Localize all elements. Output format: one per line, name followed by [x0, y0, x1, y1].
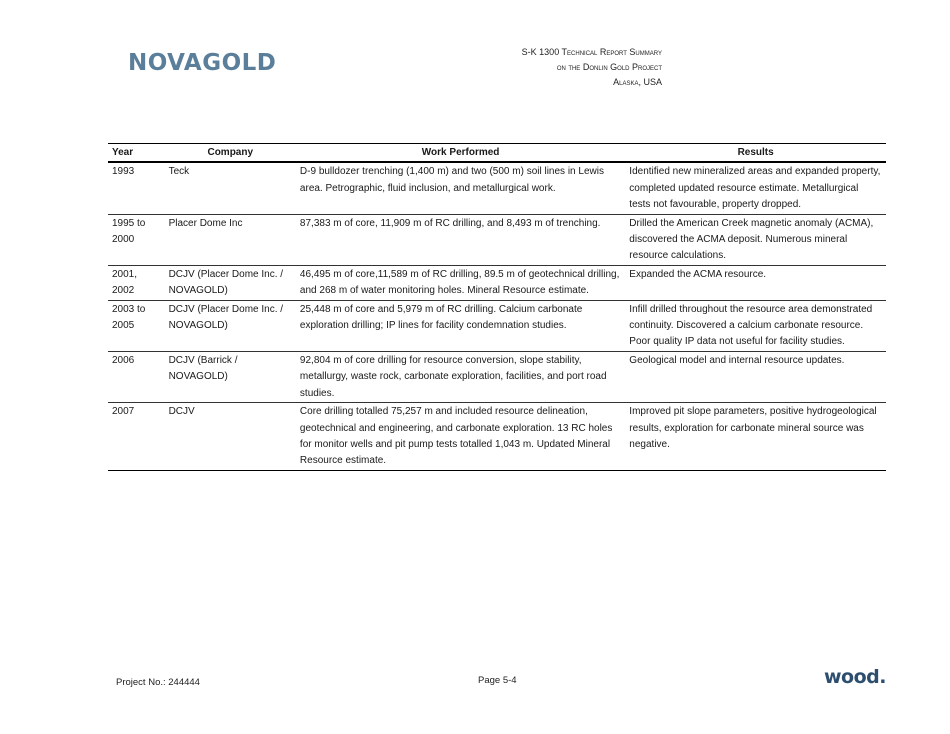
cell-results: Infill drilled throughout the resource area demonstrated continuity. Discovered a calcium carbonate resource. Poor quality IP data not useful for facility studies.	[625, 300, 886, 351]
wood-logo: wood.	[824, 666, 886, 688]
cell-year: 1995 to 2000	[108, 214, 165, 265]
cell-year: 2001, 2002	[108, 265, 165, 300]
cell-company: Placer Dome Inc	[165, 214, 296, 265]
project-number: Project No.: 244444	[116, 677, 200, 688]
cell-work: 25,448 m of core and 5,979 m of RC drilling. Calcium carbonate exploration drilling; IP lines for facility condemnation studies.	[296, 300, 625, 351]
table-row	[108, 351, 886, 402]
cell-results: Expanded the ACMA resource.	[625, 265, 886, 300]
table-row	[108, 214, 886, 265]
table-header-row	[108, 144, 886, 163]
cell-results: Improved pit slope parameters, positive hydrogeological results, exploration for carbonate mineral source was negative.	[625, 403, 886, 471]
cell-results: Geological model and internal resource updates.	[625, 351, 886, 402]
cell-company: Teck	[165, 162, 296, 214]
cell-results: Drilled the American Creek magnetic anomaly (ACMA), discovered the ACMA deposit. Numerous mineral resource calculations.	[625, 214, 886, 265]
cell-year: 2003 to 2005	[108, 300, 165, 351]
report-header	[522, 45, 662, 90]
cell-company: DCJV (Barrick / NOVAGOLD)	[165, 351, 296, 402]
cell-year: 2006	[108, 351, 165, 402]
table-row	[108, 300, 886, 351]
header-line-2: on the Donlin Gold Project	[556, 62, 662, 72]
col-results-header: Results	[625, 144, 886, 163]
cell-work: 87,383 m of core, 11,909 m of RC drilling, and 8,493 m of trenching.	[296, 214, 625, 265]
exploration-history-table	[108, 143, 886, 471]
col-year-header: Year	[108, 144, 165, 163]
table-row	[108, 403, 886, 471]
cell-work: D-9 bulldozer trenching (1,400 m) and two (500 m) soil lines in Lewis area. Petrographic, fluid inclusion, and metallurgical work.	[296, 162, 625, 214]
col-work-header: Work Performed	[296, 144, 625, 163]
cell-company: DCJV (Placer Dome Inc. / NOVAGOLD)	[165, 300, 296, 351]
table-row	[108, 162, 886, 214]
col-company-header: Company	[165, 144, 296, 163]
novagold-logo: NOVAGOLD	[128, 50, 277, 76]
cell-work: 46,495 m of core,11,589 m of RC drilling, 89.5 m of geotechnical drilling, and 268 m of water monitoring holes. Mineral Resource estimate.	[296, 265, 625, 300]
cell-year: 1993	[108, 162, 165, 214]
cell-results: Identified new mineralized areas and expanded property, completed updated resource estimate. Metallurgical tests not favourable, property dropped.	[625, 162, 886, 214]
cell-company: DCJV	[165, 403, 296, 471]
header-line-1: S-K 1300 Technical Report Summary	[521, 47, 662, 57]
page-number: Page 5-4	[478, 675, 517, 686]
cell-work: Core drilling totalled 75,257 m and included resource delineation, geotechnical and engineering, and carbonate exploration. 13 RC holes for monitor wells and pit pump tests totalled 1,043 m. Updated Mineral Resource estimate.	[296, 403, 625, 471]
cell-company: DCJV (Placer Dome Inc. / NOVAGOLD)	[165, 265, 296, 300]
header-line-3: Alaska, USA	[613, 77, 662, 87]
cell-year: 2007	[108, 403, 165, 471]
table-row	[108, 265, 886, 300]
cell-work: 92,804 m of core drilling for resource conversion, slope stability, metallurgy, waste rock, carbonate exploration, facilities, and port road studies.	[296, 351, 625, 402]
